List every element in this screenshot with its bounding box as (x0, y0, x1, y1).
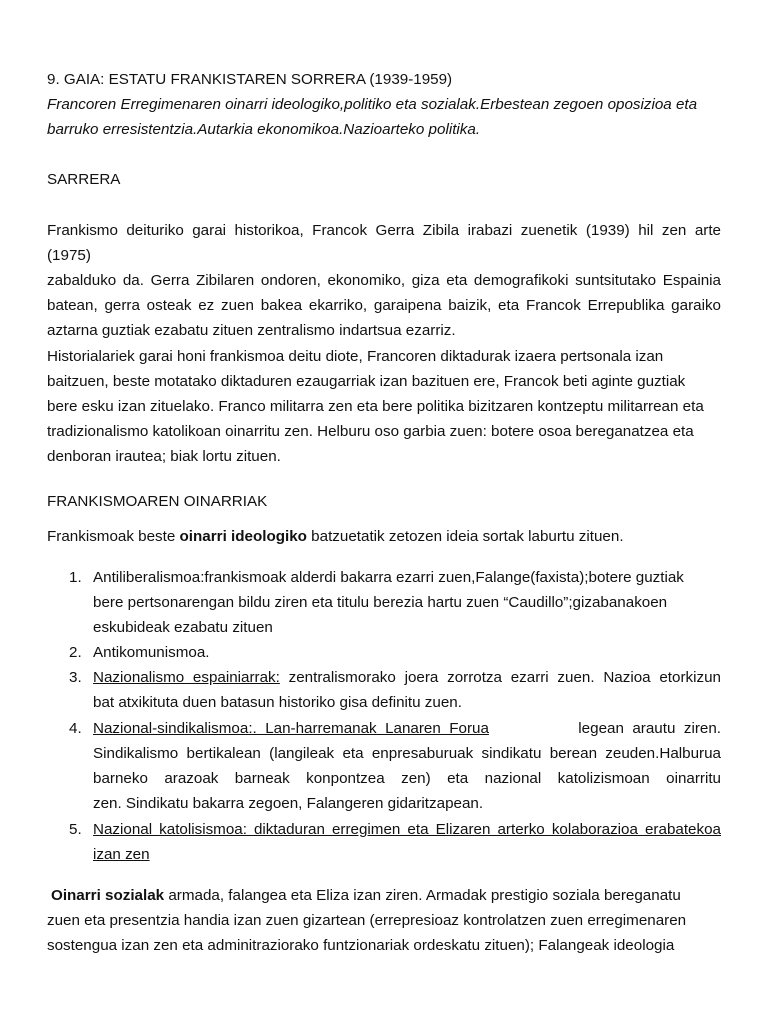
document-title: 9. GAIA: ESTATU FRANKISTAREN SORRERA (1939-1959) (47, 71, 453, 88)
subtitle-line-2: barruko erresistentzia.Autarkia ekonomikoa.Nazioarteko politika. (47, 121, 481, 138)
list-item-line: bat atxikituta duen batasun historiko gisa definitu zuen. (93, 694, 462, 711)
paragraph-line: Oinarri sozialak armada, falangea eta Eliza izan ziren. Armadak prestigio soziala bereganatu (51, 887, 681, 904)
list-item-line: zen. Sindikatu bakarra zegoen, Falangeren gidaritzapean. (93, 795, 484, 812)
list-item-line: Nazionalismo espainiarrak: zentralismorako joera zorrotza ezarri zuen. Nazioa etorkizun (93, 669, 721, 686)
section-heading-sarrera: SARRERA (47, 171, 121, 188)
paragraph-line: bere esku izan zituelako. Franco militarra zen eta bere politika bizitzaren kontzeptu militarrean eta (47, 398, 704, 415)
paragraph-line: tradizionalismo katolikoan oinarritu zen. Helburu oso garbia zuen: botere osoa bereganatzea eta (47, 423, 694, 440)
list-number: 5. (69, 821, 82, 838)
list-item-line: Nazional katolisismoa: diktaduran erregimen eta Elizaren arterko kolaborazioa erabatekoa (93, 821, 721, 838)
paragraph-line: denboran irautea; biak lortu zituen. (47, 448, 281, 465)
list-item-line: izan zen (93, 846, 150, 863)
list-item-line: Sindikalismo bertikalean (langileak eta enpresaburuak sindikatu berean zeuden.Halburua (93, 745, 721, 762)
list-number: 3. (69, 669, 82, 686)
paragraph-line: batean, gerra osteak ez zuen bakea ekarriko, garaipena baizik, eta Francok Errepublika garaiko (47, 297, 721, 314)
paragraph-line: baitzuen, beste motatako diktaduren ezaugarriak izan bazituen ere, Francok beti aginte guztiak (47, 373, 686, 390)
section-heading-oinarriak: FRANKISMOAREN OINARRIAK (47, 493, 268, 510)
paragraph-line: Frankismo deituriko garai historikoa, Francok Gerra Zibila irabazi zuenetik (1939) hil zen arte (47, 222, 721, 239)
paragraph-line: Historialariek garai honi frankismoa deitu diote, Francoren diktadurak izaera pertsonala izan (47, 348, 664, 365)
intro-sentence: Frankismoak beste oinarri ideologiko batzuetatik zetozen ideia sortak laburtu zituen. (47, 528, 624, 545)
paragraph-line: zabalduko da. Gerra Zibilaren ondoren, ekonomiko, giza eta demografikoki suntsitutako Espainia (47, 272, 721, 289)
list-item-line: bere pertsonarengan bildu ziren eta titulu berezia hartu zuen “Caudillo”;gizabanakoen (93, 594, 668, 611)
paragraph-line: (1975) (47, 247, 91, 264)
list-number: 4. (69, 720, 82, 737)
list-item-line: barneko arazoak barneak konpontzea zen) eta nazional katolizismoan oinarritu (93, 770, 721, 787)
list-item-line: Nazional-sindikalismoa:. Lan-harremanak Lanaren Forua legean arautu ziren. (93, 720, 721, 737)
list-number: 2. (69, 644, 82, 661)
list-number: 1. (69, 569, 82, 586)
list-item-line: Antiliberalismoa:frankismoak alderdi bakarra ezarri zuen,Falange(faxista);botere guztiak (93, 569, 684, 586)
subtitle-line-1: Francoren Erregimenaren oinarri ideologiko,politiko eta sozialak.Erbestean zegoen oposizioa eta (47, 96, 698, 113)
paragraph-line: zuen eta presentzia handia izan zuen gizartean (errepresioaz kontrolatzen zuen erregimenaren (47, 912, 687, 929)
paragraph-line: aztarna guztiak ezabatu zituen zentralismo indartsua ezarriz. (47, 322, 456, 339)
list-item-line: eskubideak ezabatu zituen (93, 619, 273, 636)
list-item-line: Antikomunismoa. (93, 644, 210, 661)
paragraph-line: sostengua izan zen eta adminitraziorako funtzionariak ordeskatu zituen); Falangeak ideologia (47, 937, 675, 954)
